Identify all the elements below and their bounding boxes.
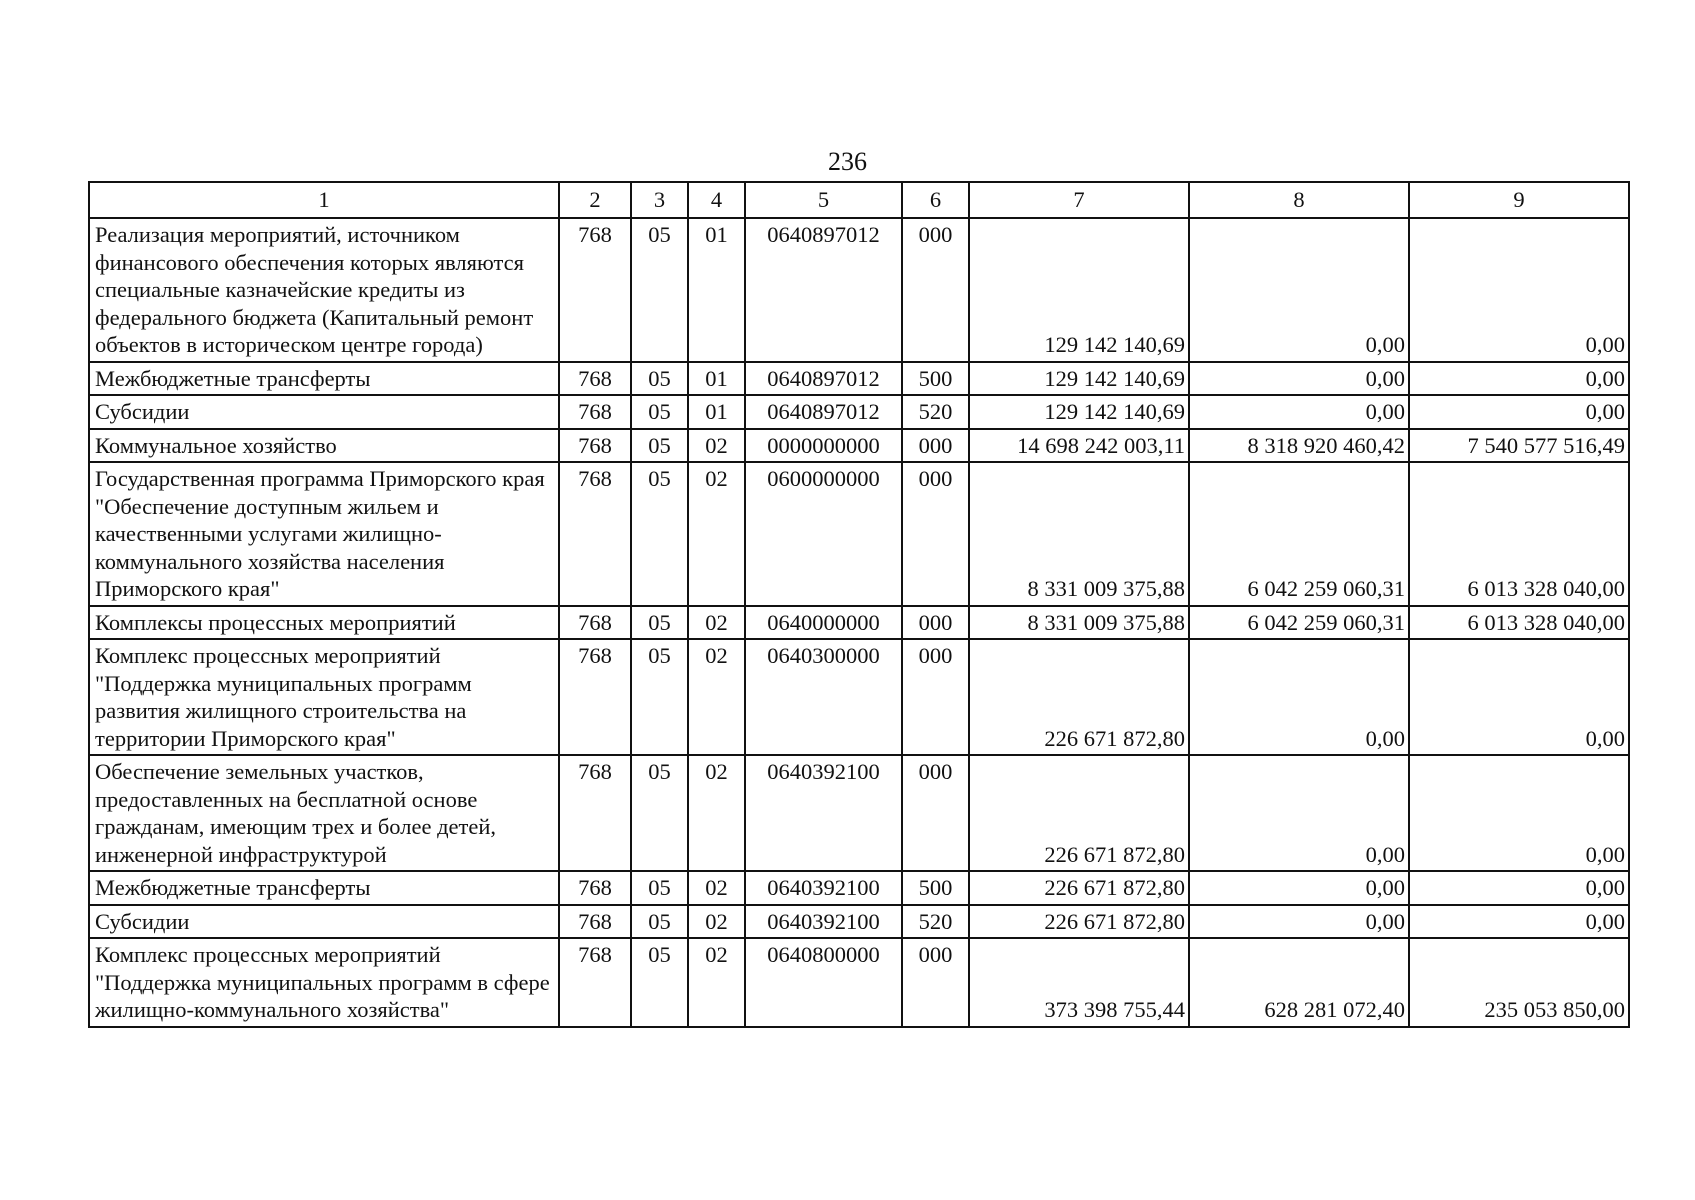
row-amount-col7: 129 142 140,69	[969, 218, 1189, 362]
row-subsection-code: 02	[688, 462, 745, 606]
row-ministry-code: 768	[559, 639, 631, 755]
row-expense-type-code: 500	[902, 362, 969, 396]
row-target-code: 0600000000	[745, 462, 902, 606]
row-subsection-code: 01	[688, 362, 745, 396]
row-section-code: 05	[631, 639, 688, 755]
row-subsection-code: 02	[688, 606, 745, 640]
row-expense-type-code: 000	[902, 606, 969, 640]
row-target-code: 0640300000	[745, 639, 902, 755]
row-name: Субсидии	[89, 905, 559, 939]
table-row	[89, 905, 1629, 939]
row-amount-col8: 0,00	[1189, 639, 1409, 755]
row-target-code: 0640392100	[745, 755, 902, 871]
row-name: Государственная программа Приморского края "Обеспечение доступным жильем и качественными услугами жилищно-коммунального хозяйства населения Приморского края"	[89, 462, 559, 606]
row-ministry-code: 768	[559, 362, 631, 396]
row-target-code: 0000000000	[745, 429, 902, 463]
row-subsection-code: 01	[688, 395, 745, 429]
header-cell-6: 6	[902, 182, 969, 218]
row-expense-type-code: 000	[902, 462, 969, 606]
row-amount-col8: 0,00	[1189, 218, 1409, 362]
row-amount-col7: 226 671 872,80	[969, 905, 1189, 939]
row-expense-type-code: 000	[902, 938, 969, 1027]
row-amount-col9: 235 053 850,00	[1409, 938, 1629, 1027]
row-ministry-code: 768	[559, 905, 631, 939]
row-amount-col7: 226 671 872,80	[969, 755, 1189, 871]
table-row	[89, 362, 1629, 396]
table-row	[89, 218, 1629, 362]
row-amount-col7: 8 331 009 375,88	[969, 462, 1189, 606]
row-subsection-code: 02	[688, 755, 745, 871]
row-ministry-code: 768	[559, 218, 631, 362]
row-name: Комплекс процессных мероприятий "Поддержка муниципальных программ в сфере жилищно-коммунального хозяйства"	[89, 938, 559, 1027]
row-amount-col9: 0,00	[1409, 362, 1629, 396]
header-cell-4: 4	[688, 182, 745, 218]
row-ministry-code: 768	[559, 871, 631, 905]
row-section-code: 05	[631, 755, 688, 871]
row-subsection-code: 02	[688, 639, 745, 755]
row-amount-col9: 0,00	[1409, 395, 1629, 429]
row-expense-type-code: 000	[902, 218, 969, 362]
row-subsection-code: 02	[688, 938, 745, 1027]
row-amount-col9: 0,00	[1409, 755, 1629, 871]
row-subsection-code: 02	[688, 871, 745, 905]
row-amount-col8: 0,00	[1189, 871, 1409, 905]
table-row	[89, 606, 1629, 640]
row-subsection-code: 02	[688, 429, 745, 463]
row-amount-col7: 8 331 009 375,88	[969, 606, 1189, 640]
table-row	[89, 871, 1629, 905]
row-amount-col8: 6 042 259 060,31	[1189, 606, 1409, 640]
row-section-code: 05	[631, 218, 688, 362]
header-row	[89, 182, 1629, 218]
row-section-code: 05	[631, 429, 688, 463]
row-subsection-code: 01	[688, 218, 745, 362]
row-ministry-code: 768	[559, 606, 631, 640]
budget-table	[88, 181, 1630, 1028]
row-amount-col9: 0,00	[1409, 871, 1629, 905]
row-section-code: 05	[631, 462, 688, 606]
row-amount-col9: 7 540 577 516,49	[1409, 429, 1629, 463]
header-cell-7: 7	[969, 182, 1189, 218]
row-amount-col7: 226 671 872,80	[969, 871, 1189, 905]
row-target-code: 0640897012	[745, 395, 902, 429]
row-expense-type-code: 520	[902, 395, 969, 429]
row-target-code: 0640897012	[745, 218, 902, 362]
table-row	[89, 755, 1629, 871]
row-amount-col7: 129 142 140,69	[969, 395, 1189, 429]
row-amount-col8: 6 042 259 060,31	[1189, 462, 1409, 606]
row-expense-type-code: 500	[902, 871, 969, 905]
table-row	[89, 938, 1629, 1027]
row-name: Межбюджетные трансферты	[89, 362, 559, 396]
row-amount-col8: 8 318 920 460,42	[1189, 429, 1409, 463]
row-ministry-code: 768	[559, 395, 631, 429]
row-section-code: 05	[631, 362, 688, 396]
row-amount-col8: 0,00	[1189, 362, 1409, 396]
header-cell-9: 9	[1409, 182, 1629, 218]
row-name: Обеспечение земельных участков, предоставленных на бесплатной основе гражданам, имеющим трех и более детей, инженерной инфраструктурой	[89, 755, 559, 871]
row-amount-col9: 6 013 328 040,00	[1409, 462, 1629, 606]
row-target-code: 0640392100	[745, 905, 902, 939]
row-expense-type-code: 000	[902, 755, 969, 871]
table-row	[89, 639, 1629, 755]
table-row	[89, 462, 1629, 606]
row-amount-col7: 14 698 242 003,11	[969, 429, 1189, 463]
header-cell-5: 5	[745, 182, 902, 218]
row-amount-col7: 373 398 755,44	[969, 938, 1189, 1027]
row-ministry-code: 768	[559, 462, 631, 606]
row-section-code: 05	[631, 606, 688, 640]
row-ministry-code: 768	[559, 755, 631, 871]
row-amount-col8: 0,00	[1189, 905, 1409, 939]
row-expense-type-code: 520	[902, 905, 969, 939]
header-cell-1: 1	[89, 182, 559, 218]
row-target-code: 0640897012	[745, 362, 902, 396]
row-name: Реализация мероприятий, источником финансового обеспечения которых являются специальные казначейские кредиты из федерального бюджета (Капитальный ремонт объектов в историческом центре города)	[89, 218, 559, 362]
row-amount-col7: 226 671 872,80	[969, 639, 1189, 755]
header-cell-3: 3	[631, 182, 688, 218]
row-expense-type-code: 000	[902, 429, 969, 463]
row-amount-col9: 0,00	[1409, 639, 1629, 755]
row-section-code: 05	[631, 871, 688, 905]
row-amount-col8: 0,00	[1189, 755, 1409, 871]
row-target-code: 0640000000	[745, 606, 902, 640]
row-target-code: 0640392100	[745, 871, 902, 905]
row-amount-col9: 6 013 328 040,00	[1409, 606, 1629, 640]
header-cell-8: 8	[1189, 182, 1409, 218]
row-section-code: 05	[631, 395, 688, 429]
page-number: 236	[828, 147, 867, 176]
row-ministry-code: 768	[559, 938, 631, 1027]
row-amount-col9: 0,00	[1409, 218, 1629, 362]
row-amount-col9: 0,00	[1409, 905, 1629, 939]
row-amount-col8: 628 281 072,40	[1189, 938, 1409, 1027]
row-expense-type-code: 000	[902, 639, 969, 755]
row-subsection-code: 02	[688, 905, 745, 939]
row-amount-col7: 129 142 140,69	[969, 362, 1189, 396]
header-cell-2: 2	[559, 182, 631, 218]
row-target-code: 0640800000	[745, 938, 902, 1027]
table-row	[89, 395, 1629, 429]
row-ministry-code: 768	[559, 429, 631, 463]
table-row	[89, 429, 1629, 463]
row-name: Комплексы процессных мероприятий	[89, 606, 559, 640]
row-amount-col8: 0,00	[1189, 395, 1409, 429]
row-section-code: 05	[631, 938, 688, 1027]
row-name: Комплекс процессных мероприятий "Поддержка муниципальных программ развития жилищного строительства на территории Приморского края"	[89, 639, 559, 755]
row-name: Субсидии	[89, 395, 559, 429]
row-section-code: 05	[631, 905, 688, 939]
row-name: Межбюджетные трансферты	[89, 871, 559, 905]
row-name: Коммунальное хозяйство	[89, 429, 559, 463]
